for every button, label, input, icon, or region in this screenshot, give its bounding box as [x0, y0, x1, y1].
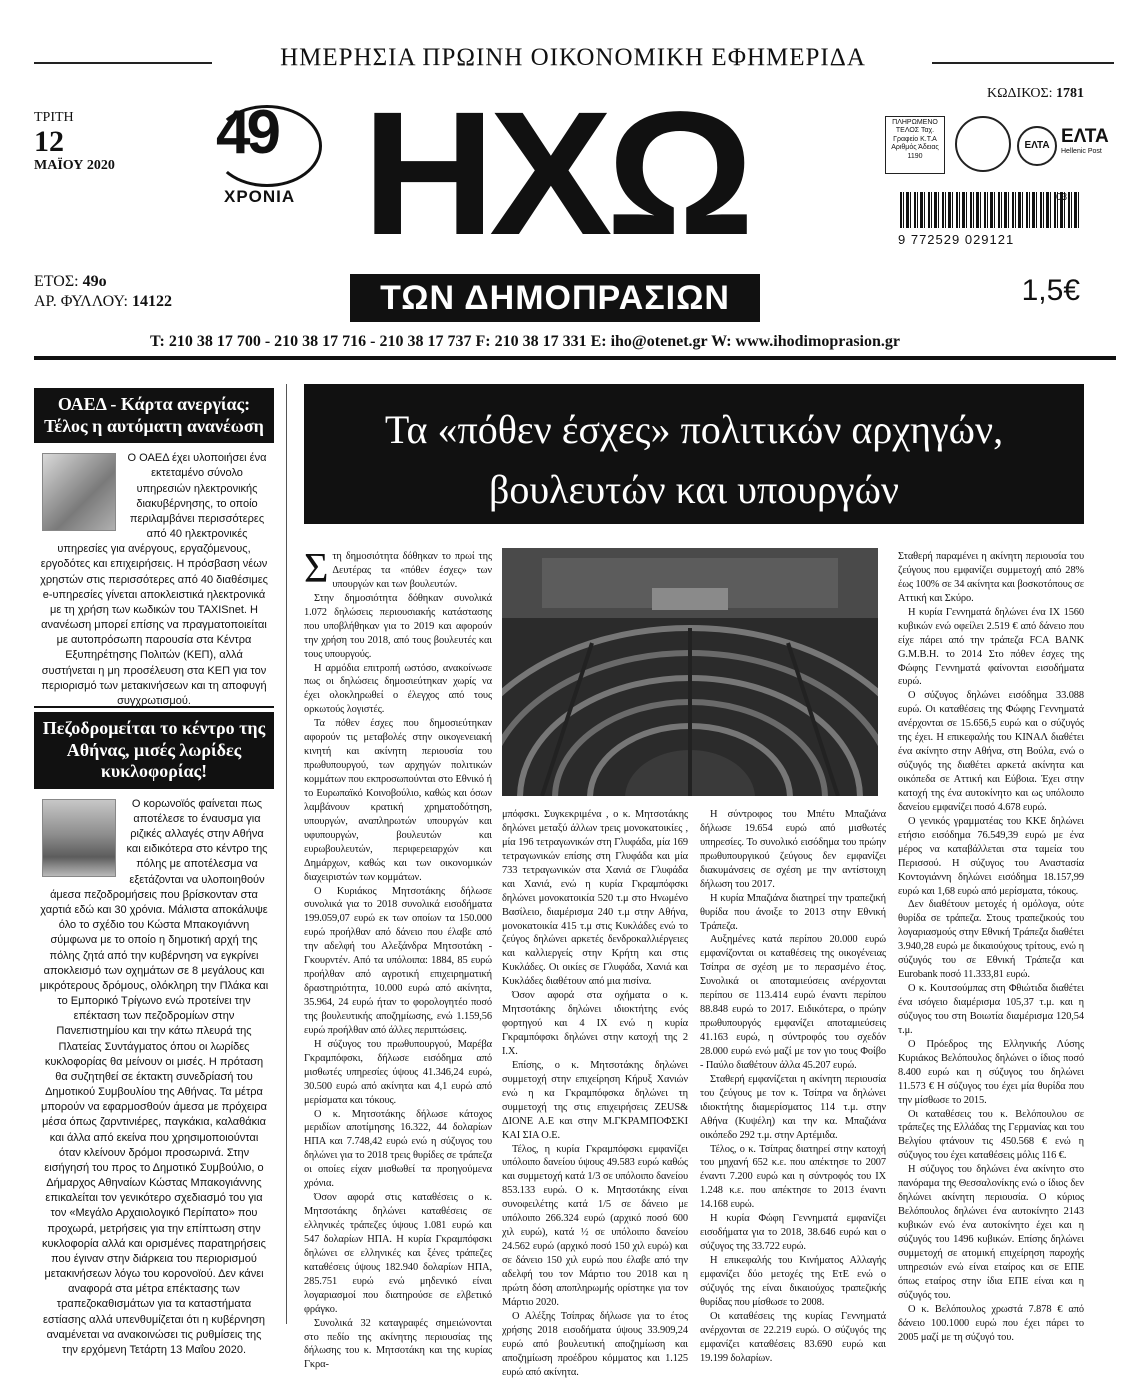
- sidebar-photo: [42, 453, 116, 531]
- sidebar-headline: Πεζοδρομείται το κέντρο της Αθήνας, μισές λωρίδες κυκλοφορίας!: [34, 712, 274, 789]
- sidebar-story-body: [34, 443, 274, 713]
- lead-paragraph: Η αρμόδια επιτροπή ωστόσο, ανακοίνωσε πως οι δηλώσεις δημοσιεύτηκαν χωρίς να έχει ολοκληρωθεί ο έλεγχος από τους ορκωτούς λογιστές.: [304, 662, 492, 716]
- masthead-tagline: ΗΜΕΡΗΣΙΑ ΠΡΩΙΝΗ ΟΙΚΟΝΟΜΙΚΗ ΕΦΗΜΕΡΙΔΑ: [280, 44, 866, 71]
- lead-paragraph: Ο κ. Μητσοτάκης δήλωσε κάτοχος μεριδίων αποτίμησης 16.322, 44 δολαρίων ΗΠΑ και 7.748,42 ευρώ ενώ η σύζυγος του δηλώνει για το 2018 τρεις θυρίδες σε τράπεζα οι οποίες είχαν μισθωθεί τα προηγούμενα χρόνια.: [304, 1108, 492, 1190]
- lead-paragraph: Αυξημένες κατά περίπου 20.000 ευρώ εμφανίζονται οι καταθέσεις της οικογένειας Τσίπρα σε σχέση με το περασμένο έτος. Συνολικά οι αποταμιεύσεις ανέρχονται περίπου σε 113.414 ευρώ έναντι περίπου 88.848 ευρώ το 2017. Ειδικότερα, ο πρώην πρωθυπουργός εμφανίζει αποταμιεύσεις 41.163 ευρώ, η σύντροφός του σχεδόν 28.000 ευρώ ενώ μαζί με τον γιο τους Φοίβο - Παύλο διαθέτουν άλλα 45.207 ευρώ.: [700, 934, 886, 1071]
- lead-paragraph: Σταθερή παραμένει η ακίνητη περιουσία του ζεύγους που εμφανίζει συμμετοχή από 28% έως 100% σε 34 ακίνητα και βοσκοτόπους σε Αττική και Σκύρο.: [898, 551, 1084, 604]
- sidebar-photo: [42, 799, 116, 877]
- issue-code-value: 1781: [1056, 86, 1084, 101]
- dropcap: Σ: [304, 546, 329, 592]
- lead-paragraph: Η κυρία Γεννηματά δηλώνει ένα ΙΧ 1560 κυβικών ενώ οφείλει 2.519 € από δάνειο που είχε πάρει από την τράπεζα FCA BANK G.M.B.H. το 2014 Στο πόθεν έσχες της Φώφης Γεννηματά φαίνονται εισοδήματα ευρώ.: [898, 606, 1084, 688]
- parliament-photo: [502, 548, 878, 796]
- lead-paragraph: Ο γενικός γραμματέας του ΚΚΕ δηλώνει ετήσιο εισόδημα 76.549,39 ευρώ με ένα μέρος να καταβάλλεται στα ταμεία του Περισσού. Η σύζυγος του Αναστασία Κοντογιάννη δηλώνει εισόδημα 18.157,99 ευρώ και 1,68 ευρώ από μερίσματα, τόκους.: [898, 815, 1084, 897]
- lead-paragraph: Ο κ. Κουτσούμπας στη Φθιώτιδα διαθέτει ένα ισόγειο διαμέρισμα 105,37 τ.μ. και η σύζυγος του στη Βοιωτία διαμέρισμα 120,54 τ.μ.: [898, 983, 1084, 1036]
- date-month-year: ΜΑΪΟΥ 2020: [34, 157, 115, 173]
- lead-paragraph: Στην δημοσιότητα δόθηκαν συνολικά 1.072 δηλώσεις περιουσιακής κατάστασης που υποβλήθηκαν για το 2019 και αφορούν την χρήση του 2018, από τους βουλευτές και τους υπουργούς.: [304, 592, 492, 660]
- lead-headline: Τα «πόθεν έσχες» πολιτικών αρχηγών, βουλευτών και υπουργών: [304, 384, 1084, 524]
- issue-code: [987, 86, 1084, 102]
- lead-paragraph: Η επικεφαλής του Κινήματος Αλλαγής εμφανίζει δύο μετοχές της ΕτΕ ενώ ο σύζυγός της είναι δικαιούχος τραπεζικής θυρίδας που μίσθωσε το 2008.: [700, 1255, 886, 1308]
- postage-stamps: [885, 116, 1109, 176]
- newspaper-subtitle: ΤΩΝ ΔΗΜΟΠΡΑΣΙΩΝ: [350, 274, 760, 322]
- lead-paragraph: Ο Πρόεδρος της Ελληνικής Λύσης Κυριάκος Βελόπουλος δηλώνει ο ίδιος ποσό 8.400 ευρώ και η σύζυγος του δηλώνει 11.573 € Η σύζυγος του έχει μία θυρίδα που την μίσθωσε το 2015.: [898, 1038, 1084, 1106]
- issue-details: [34, 272, 172, 312]
- sidebar-story-athens: [34, 702, 274, 1362]
- lead-paragraph: Ο κ. Βελόπουλος χρωστά 7.878 € από δάνειο 100.1000 ευρώ που έχει πάρει το 2005 μαζί με τη σύζυγό του.: [898, 1303, 1084, 1343]
- lead-paragraph: Όσον αφορά στις καταθέσεις ο κ. Μητσοτάκης δηλώνει καταθέσεις σε ελληνικές τράπεζες ύψους 1.081 ευρώ και 547 δολαρίων ΗΠΑ. Η κυρία Γκραμπόφσκι δηλώνει σε ελληνικές και ξένες τράπεζες καταθέσεις ύψους 182.940 δολαρίων ΗΠΑ, 285.751 ευρώ ενώ μηδενικό είναι λογαριασμοί που διατηρούσε σε ελβετικό φράγκο.: [304, 1192, 492, 1315]
- lead-paragraph: Οι καταθέσεις της κυρίας Γεννηματά ανέρχονται σε 22.219 ευρώ. Ο σύζυγός της εμφανίζει καταθέσεις 83.690 ευρώ και 19.199 δολαρίων.: [700, 1310, 886, 1364]
- barcode-number: 9 772529 029121: [898, 232, 1015, 247]
- date-weekday: ΤΡΙΤΗ: [34, 110, 74, 125]
- lead-paragraph: Συνολικά 32 καταγραφές σημειώνονται στο πεδίο της ακίνητης περιουσίας της δήλωσης του κ. Μητσοτάκη και της κυρίας Γκρα-: [304, 1317, 492, 1371]
- lead-paragraph: Η κυρία Μπαζιάνα διατηρεί την τραπεζική θυρίδα που άνοιξε το 2013 στην Εθνική Τράπεζα.: [700, 892, 886, 932]
- lead-paragraph: Οι καταθέσεις του κ. Βελόπουλου σε τράπεζες της Ελλάδας της Γερμανίας και του Βελγίου φτάνουν τις 450.568 € ενώ η σύζυγος του έχει καταθέσεις μόλις 116 €.: [898, 1108, 1084, 1162]
- anniversary-label: ΧΡΟΝΙΑ: [224, 187, 296, 206]
- parliament-hemicycle-image: [502, 548, 878, 796]
- lead-paragraph: Σταθερή εμφανίζεται η ακίνητη περιουσία του ζεύγους με τον κ. Τσίπρα να δηλώνει ιδιοκτήτης διαμερίσματος 114 τ.μ. στην Αθήνα (Κυψέλη) και την κα. Μπαζιάνα οικόπεδο 292 τ.μ. στην Αρτέμιδα.: [700, 1073, 886, 1141]
- lead-column-3: [700, 808, 886, 1366]
- lead-paragraph: Τα πόθεν έσχες που δημοσιεύτηκαν αφορούν τις μεταβολές στην οικογενειακή κινητή και ακίνητη περιουσία του πρωθυπουργού, των αρχηγών πολιτικών κομμάτων που εκπροσωπούνται στο Εθνικό ή το Ευρωπαϊκό Κοινοβούλιο, καθώς και όσων λαμβάνουν κρατική χρηματοδότηση, υπουργών, αναπληρωτών υπουργών και υφυπουργών, βουλευτών και ευρωβουλευτών, περιφερειαρχών και Δημάρχων, καθώς και των οικονομικών διαχειριστών των κομμάτων.: [304, 718, 492, 883]
- lead-column-4: [898, 550, 1084, 1344]
- masthead-rule-right: [932, 62, 1114, 64]
- sidebar-text: Ο κορωνοϊός φαίνεται πως αποτέλεσε το έναυσμα για ριζικές αλλαγές στην Αθήνα και ειδικότερα στο κέντρο της πόλης με αποτέλεσμα να εξετάζονται να υλοποιηθούν άμεσα πεζοδρομήσεις που βρίσκονταν στα χαρτιά εδώ και 30 χρόνια. Μάλιστα αποκάλυψε όλο το σχέδιο του Κώστα Μπακογιάννη σύμφωνα με το οποίο η δημοτική αρχή της πόλης ζητά από την κυβέρνηση να εγκρίνει αποκλεισμό των οχημάτων σε 8 μεγάλους και μικρότερους δρόμους, ολόκληρη την Πλάκα και το Εμπορικό Τρίγωνο ενώ προτείνει την επέκταση των πεζοδρομίων στην Πανεπιστημίου και την κάτω πλευρά της Πλατείας Συντάγματος όπου οι λωρίδες κυκλοφορίας θα μείνουν οι μισές. Η πρόταση θα συζητηθεί σε έκτακτη συνεδρίασή του Δημοτικού Συμβουλίου της Αθήνας. Τα μέτρα μπορούν να εφαρμοσθούν άμεσα με πρόχειρα μέσα όπως ζαρντινιέρες, παγκάκια, καλαθάκια και άλλα από εκείνα που χρησιμοποιούνται όταν κλείνουν δρόμοι προσωρινά. Στην εισήγησή του προς το Δημοτικό Συμβούλιο, ο Δήμαρχος Αθηναίων Κώστας Μπακογιάννης επικαλείται τον γενικότερο σχεδιασμό του για τον «Μεγάλο Αρχαιολογικό Περίπατο» που προχωρά, μετρήσεις για την επίπτωση στην κυκλοφορία αλλά και ορισμένες παρατηρήσεις που έγιναν στην διάρκεια του περιορισμού μετακινήσεων λόγω του κορονοϊού. Δεν κάνει αναφορά στα μέτρα επέκτασης των τραπεζοκαθισμάτων για τα καταστήματα εστίασης αλλά υπενθυμίζεται ότι η κυβέρνηση αναμένεται να ανακοινώσει τις ρυθμίσεις της την ερχόμενη Τετάρτη 13 Μαΐου 2020.: [39, 797, 269, 1356]
- year-value: 49ο: [82, 273, 107, 290]
- elta-name: ΕΛΤΑ: [1061, 126, 1109, 147]
- sidebar-divider: [34, 706, 274, 708]
- postal-seal-icon: [955, 116, 1011, 172]
- barcode-issue: 03: [1056, 192, 1068, 203]
- sheet-label: ΑΡ. ΦΥΛΛΟΥ:: [34, 293, 128, 310]
- lead-column-1: [304, 546, 492, 1372]
- column-divider: [286, 384, 287, 1324]
- lead-column-2: [502, 808, 688, 1379]
- issue-code-label: ΚΩΔΙΚΟΣ:: [987, 86, 1053, 101]
- lead-paragraph: μπόφσκι. Συγκεκριμένα , ο κ. Μητσοτάκης δηλώνει μεταξύ άλλων τρεις μονοκατοικίες , μία 196 τετραγωνικών στη Γλυφάδα, μία 169 τετραγωνικών επίσης στη Γλυφάδα και μία 733 τετραγωνικών στα Χανιά σε Γλυφάδα και Χανιά, ενώ η κυρία Γκραμπόφσκι δηλώνει μονοκατοικία 520 τ.μ στο Ηνωμένο Βασίλειο, διαμέρισμα 240 τ.μ στην Αθήνα, μονοκατοικία 415 τ.μ στις Κυκλάδες ενώ το ζεύγος δηλώνει αρκετές δενδροκαλλιέργειες και καλλιεργείς στην Κρήτη και στις Κυκλάδες. Οι οικίες σε Γλυφάδα, Χανιά και Κυκλάδες διαθέτουν από μια πισίνα.: [502, 809, 688, 988]
- anniversary-number: 49: [216, 98, 277, 167]
- lead-paragraph: Όσον αφορά στα οχήματα ο κ. Μητσοτάκης δηλώνει ιδιοκτήτης ενός φορτηγού και 4 ΙΧ ενώ η κυρία Γκραμπόφσκι δηλώνει στην κατοχή της 2 Ι.Χ.: [502, 990, 688, 1057]
- lead-paragraph: Ο Κυριάκος Μητσοτάκης δήλωσε συνολικά για το 2018 συνολικά εισοδήματα 199.059,07 ευρώ εκ των οποίων τα 150.000 ευρώ προήλθαν από δάνειο που έλαβε από την αδελφή του Αλεξάνδρα Μητσοτάκη - Γκουρντέν. Από τα υπόλοιπα: 1884, 85 ευρώ προήλθαν από αγροτική επιχειρηματική δραστηριότητα, 10.000 ευρώ από ακίνητα, 35.964, 24 ευρώ ήταν το φορολογητέο ποσό της βουλευτικής αποζημίωσης, ενώ 1.159,56 ευρώ προήλθαν από άλλες περιπτώσεις.: [304, 885, 492, 1036]
- barcode: [900, 192, 1082, 228]
- anniversary-badge: [208, 98, 328, 213]
- lead-paragraph: Ο Αλέξης Τσίπρας δήλωσε για το έτος χρήσης 2018 εισοδήματα ύψους 33.909,24 ευρώ από βουλευτική αποζημίωση και αποζημίωση προέδρου κόμματος και 1.125 ευρώ από ακίνητα.: [502, 1310, 688, 1378]
- price: 1,5€: [1021, 274, 1080, 307]
- elta-subtitle: Hellenic Post: [1061, 148, 1102, 155]
- sidebar-story-oaed: [34, 388, 274, 713]
- lead-paragraph: Δεν διαθέτουν μετοχές ή ομόλογα, ούτε θυρίδα σε τράπεζα. Στους τραπεζικούς του λογαριασμούς στην Εθνική Τράπεζα διαθέτει 3.940,28 ευρώ με δικαιούχους τρίτους, ενώ η σύζυγός του σε Εθνική Τράπεζα και Eurobank ποσό 11.333,81 ευρώ.: [898, 899, 1084, 981]
- sidebar-text: Ο ΟΑΕΔ έχει υλοποιήσει ένα εκτεταμένο σύνολο υπηρεσιών ηλεκτρονικής διακυβέρνησης, το οποίο περιλαμβάνει περισσότερες από 40 ηλεκτρονικές υπηρεσίες για ανέργους, εργαζόμενους, εργοδότες και επιχειρήσεις. Η πρόσβαση νέων χρηστών στις περισσότερες από 40 διαθέσιμες e-υπηρεσίες γίνεται αποκλειστικά ηλεκτρονικά με τη χρήση των κωδικών του TAXISnet. Η ανανέωση μπορεί επίσης να πραγματοποιείται με αυτοπρόσωπη παρουσία στα Κέντρα Εξυπηρέτησης Πολιτών (ΚΕΠ), αλλά συστήνεται η μη προσέλευση στα ΚΕΠ για τον περιορισμό των μετακινήσεων και τη αποφυγή συγχρωτισμού.: [40, 452, 268, 707]
- lead-paragraph: Ο σύζυγος δηλώνει εισόδημα 33.088 ευρώ. Οι καταθέσεις της Φώφης Γεννηματά ανέρχονται σε 15.656,5 ευρώ και ο σύζυγός της έχει. Η επικεφαλής του ΚΙΝΑΛ διαθέτει ένα ακίνητο στην Αθήνα, στη Βούλα, ενώ ο σύζυγός της διαθέτει αρκετά ακίνητα και οικόπεδα σε Αττική και Εύβοια. Έχει στην κατοχή της ένα αυτοκίνητο και ως υπόλοιπο δανείου εμφανίζει ποσό 4.678 ευρώ.: [898, 690, 1084, 813]
- sheet-value: 14122: [131, 293, 172, 310]
- lead-paragraph: [304, 546, 492, 592]
- lead-paragraph-text: τη δημοσιότητα δόθηκαν το πρωί της Δευτέρας τα «πόθεν έσχες» των υπουργών και των βουλευτών.: [332, 551, 492, 590]
- sidebar-headline: ΟΑΕΔ - Κάρτα ανεργίας: Τέλος η αυτόματη ανανέωση: [34, 388, 274, 443]
- issue-date: [34, 110, 115, 174]
- postage-paid-stamp: ΠΛΗΡΩΜΕΝΟ ΤΕΛΟΣ Ταχ. Γραφείο Κ.Τ.Α Αριθμός Άδειας 1190: [885, 116, 945, 174]
- newspaper-title: ΗΧΩ: [361, 76, 748, 272]
- lead-paragraph: Η σύντροφος του Μπέτυ Μπαζιάνα δήλωσε 19.654 ευρώ από μισθωτές υπηρεσίες. Το συνολικό εισόδημα του πρώην πρωθυπουργικού ζεύγους δεν εμφανίζει διακυμάνσεις σε σχέση με την αντίστοιχη δήλωση του 2017.: [700, 809, 886, 890]
- lead-paragraph: Επίσης, ο κ. Μητσοτάκης δηλώνει συμμετοχή στην επιχείρηση Κήρυξ Χανιών ενώ η κα Γκραμπόφσκα δηλώνει τη συμμετοχή της στις επιχειρήσεις ZEUS& ΔΙΟΝΕ Α.Ε και στην Μ.ΓΚΡΑΜΠΟΦΣΚΙ ΚΑΙ ΣΙΑ Ο.Ε.: [502, 1059, 688, 1141]
- elta-logo: [1061, 126, 1109, 155]
- year-label: ΕΤΟΣ:: [34, 273, 79, 290]
- lead-paragraph: Τέλος, η κυρία Γκραμπόφσκι εμφανίζει υπόλοιπο δανείου ύψους 49.583 ευρώ καθώς και συμμετοχή κατά 1/3 σε υπόλοιπο δανείου 853.133 ευρώ. Ο κ. Μητσοτάκης είναι συνοφειλέτης κατά 1/5 σε δάνειο με υπόλοιπο 266.324 ευρώ (αρχικό ποσό 600 χιλ ευρώ), κατά ½ σε υπόλοιπο δανείου 24.562 ευρώ (αρχικό ποσό 150 χιλ ευρώ) και σε δάνειο 150 χιλ ευρώ που έλαβε από την αδελφή του τον Μάρτιο του 2018 και η πρώτη δόση αποπληρωμής ορίστηκε για τον Μάρτιο 2020.: [502, 1143, 688, 1308]
- lead-paragraph: Η σύζυγος του δηλώνει ένα ακίνητο στο πανόραμα της Θεσσαλονίκης ενώ ο ίδιος δεν δηλώνει ακίνητη περιουσία. Ο κύριος Βελόπουλος δηλώνει ένα αυτοκίνητο 2143 κυβικών ενώ ένα αυτοκίνητο έχει και η σύζυγός του 1496 κυβικών. Επίσης δηλώνει συμμετοχή σε ατομική επιχείρηση παροχής υπηρεσιών ενώ είναι εταίρος και σε ΕΠΕ όπως εταίρος στην ίδια ΕΠΕ είναι και η σύζυγός του.: [898, 1164, 1084, 1301]
- elta-logo-icon: ΕΛΤΑ: [1017, 126, 1057, 166]
- date-day: 12: [34, 125, 64, 159]
- sidebar-story-body: [34, 789, 274, 1362]
- lead-paragraph: Τέλος, ο κ. Τσίπρας διατηρεί στην κατοχή του μηχανή 652 κ.ε. που απέκτησε το 2007 έναντι 7.200 ευρώ και η σύντροφός του ΙΧ 1.248 κ.ε. που απέκτησε το 2013 έναντι 14.168 ευρώ.: [700, 1143, 886, 1211]
- lead-paragraph: Η σύζυγος του πρωθυπουργού, Μαρέβα Γκραμπόφσκι, δήλωσε εισόδημα από μισθωτές υπηρεσίες ύψους 41.346,24 ευρώ, 30.500 ευρώ από ακίνητα και 4,1 ευρώ από μερίσματα και τόκους.: [304, 1038, 492, 1106]
- lead-paragraph: Η κυρία Φώφη Γεννηματά εμφανίζει εισοδήματα για το 2018, 38.646 ευρώ και ο σύζυγος της 33.722 ευρώ.: [700, 1213, 886, 1253]
- contact-info: T: 210 38 17 700 - 210 38 17 716 - 210 38 17 737 F: 210 38 17 331 E: iho@otenet.gr W: www.ihodimoprasion.gr: [150, 333, 900, 350]
